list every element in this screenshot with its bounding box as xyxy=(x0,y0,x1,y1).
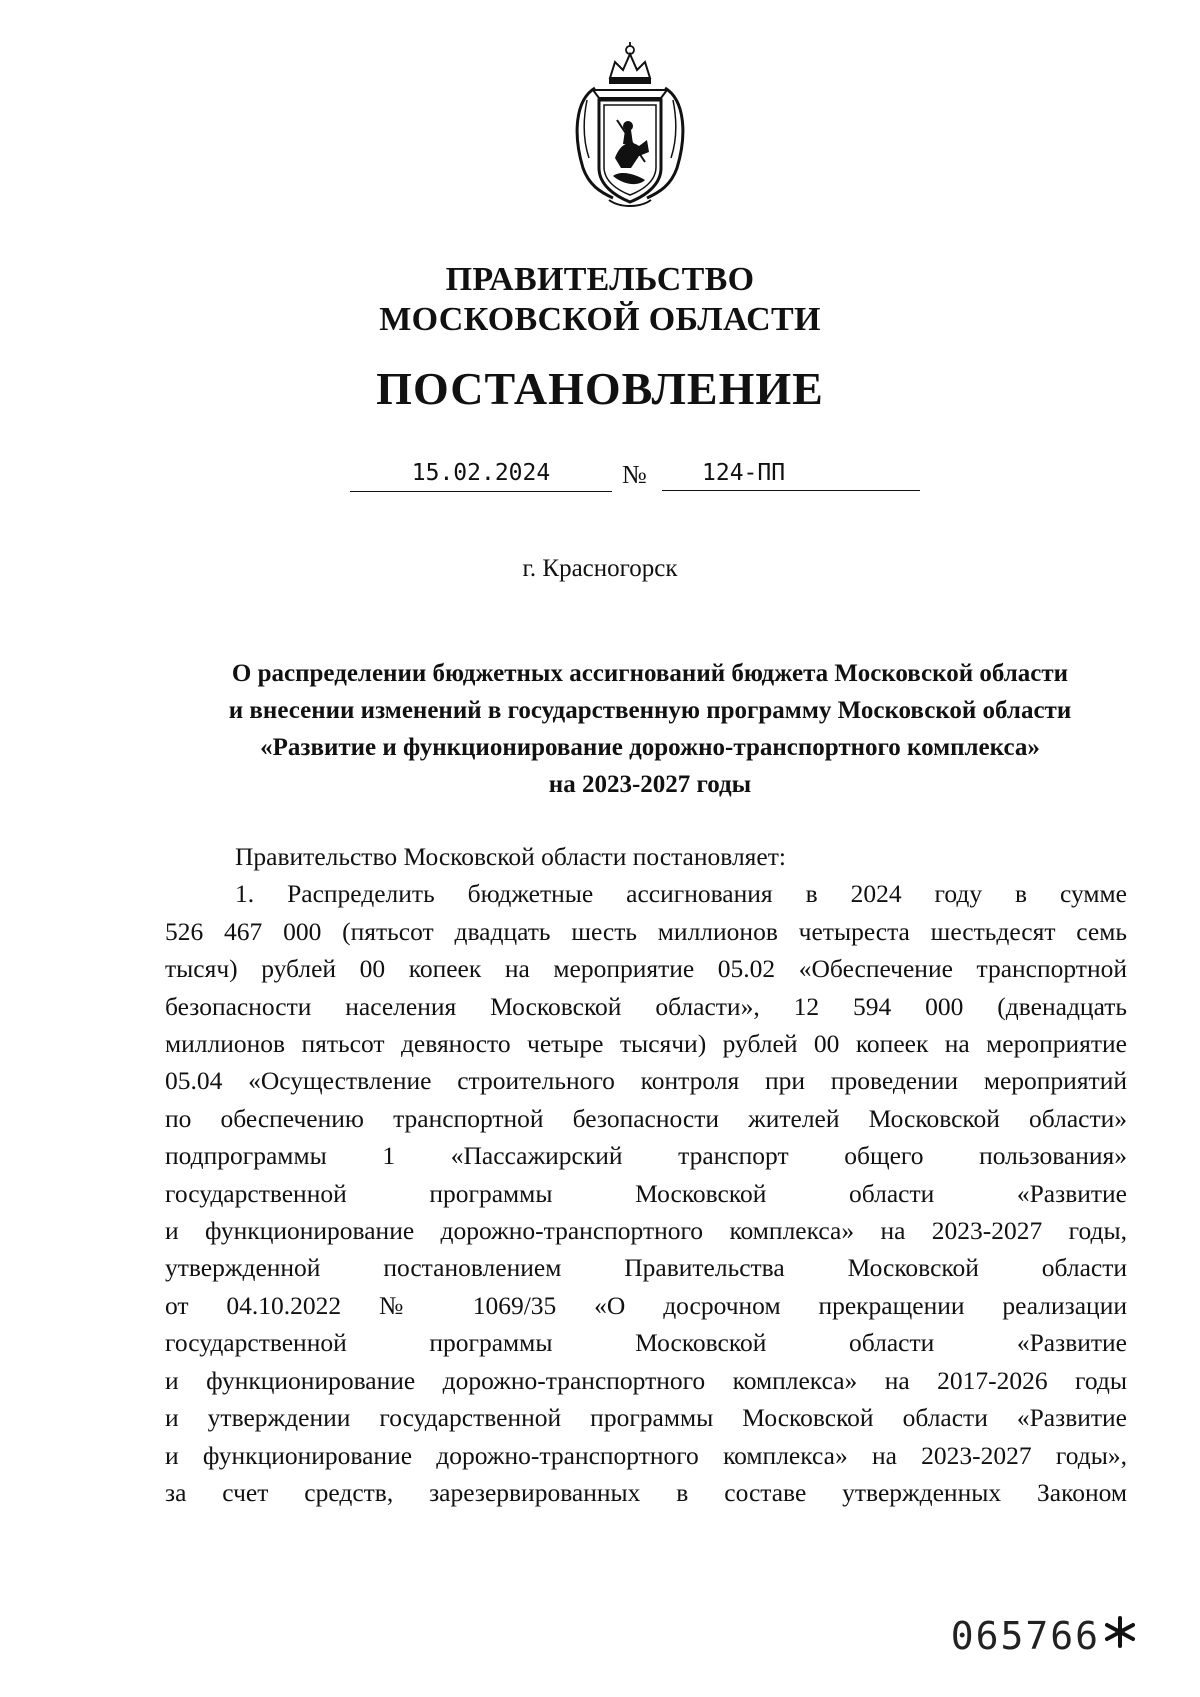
intro-paragraph: Правительство Московской области постановляет: xyxy=(235,842,786,871)
body-line: миллионов пятьсот девяносто четыре тысячи) рублей 00 копеек на мероприятие xyxy=(165,1029,1127,1059)
city-name: г. Красногорск xyxy=(522,555,678,582)
body-line: и функционирование дорожно-транспортного комплекса» на 2017-2026 годы xyxy=(165,1365,1127,1395)
form-serial-number: 065766 xyxy=(950,1614,1100,1658)
body-line: от 04.10.2022 № 1069/35 «О досрочном прекращении реализации xyxy=(165,1290,1127,1320)
title-line: и внесении изменений в государственную программу Московской области xyxy=(228,697,1072,724)
title-line: «Развитие и функционирование дорожно-транспортного комплекса» xyxy=(260,734,1040,761)
document-date: 15.02.2024 xyxy=(350,455,612,492)
paragraph-1 xyxy=(165,875,1127,1511)
body-line: подпрограммы 1 «Пассажирский транспорт общего пользования» xyxy=(165,1141,1127,1171)
body-line: по обеспечению транспортной безопасности жителей Московской области» xyxy=(165,1103,1127,1133)
body-line: и утверждении государственной программы Московской области «Развитие xyxy=(165,1403,1127,1433)
body-line: государственной программы Московской области «Развитие xyxy=(165,1178,1127,1208)
document-type-heading: ПОСТАНОВЛЕНИЕ xyxy=(376,363,824,414)
body-line: 1. Распределить бюджетные ассигнования в 2024 году в сумме xyxy=(235,879,1127,909)
body-line: и функционирование дорожно-транспортного комплекса» на 2023-2027 годы», xyxy=(165,1440,1127,1470)
body-line: 05.04 «Осуществление строительного контроля при проведении мероприятий xyxy=(165,1066,1127,1096)
body-line: и функционирование дорожно-транспортного комплекса» на 2023-2027 годы, xyxy=(165,1216,1127,1246)
number-sign: № xyxy=(622,460,647,489)
body-line: 526 467 000 (пятьсот двадцать шесть миллионов четыреста шестьдесят семь xyxy=(165,916,1127,946)
title-line: О распределении бюджетных ассигнований бюджета Московской области xyxy=(231,660,1069,687)
document-body xyxy=(165,838,1127,1511)
asterisk-mark-icon xyxy=(1102,1612,1138,1652)
coat-of-arms-emblem xyxy=(565,40,695,210)
registration-row xyxy=(350,455,920,495)
title-line: на 2023-2027 годы xyxy=(548,771,752,798)
body-line: утвержденной постановлением Правительства Московской области xyxy=(165,1253,1127,1283)
organization-name-line1: ПРАВИТЕЛЬСТВО xyxy=(445,261,755,298)
document-title xyxy=(100,655,1200,803)
body-line: тысяч) рублей 00 копеек на мероприятие 05.02 «Обеспечение транспортной xyxy=(165,954,1127,984)
body-line: безопасности населения Московской области», 12 594 000 (двенадцать xyxy=(165,991,1127,1021)
body-line: за счет средств, зарезервированных в составе утвержденных Законом xyxy=(165,1477,1127,1507)
body-line: государственной программы Московской области «Развитие xyxy=(165,1328,1127,1358)
document-number: 124-ПП xyxy=(662,455,920,491)
organization-name-line2: МОСКОВСКОЙ ОБЛАСТИ xyxy=(379,301,821,338)
